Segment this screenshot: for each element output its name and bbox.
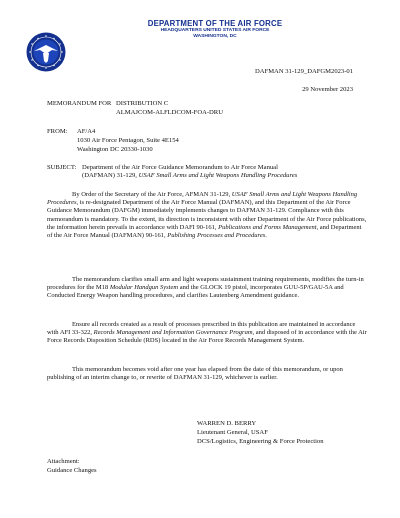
paragraph-expiration: This memorandum becomes void after one year has elapsed from the date of this memorandum, or upon publishing of an interim change to, or rewrite of DAFMAN 31-129, whichever is earlier. xyxy=(47,366,343,382)
attachment-label: Attachment: xyxy=(47,458,80,465)
letterhead-city: WASHINGTON, DC xyxy=(193,34,237,39)
department-seal-icon xyxy=(26,32,66,72)
subject-line-1: Department of the Air Force Guidance Memorandum to Air Force Manual xyxy=(82,164,278,171)
subject-label: SUBJECT: xyxy=(47,164,77,171)
memo-for-recipient: DISTRIBUTION C xyxy=(116,100,169,107)
signature-office: DCS/Logistics, Engineering & Force Protection xyxy=(197,438,324,445)
memo-date: 29 November 2023 xyxy=(302,86,353,93)
subject-manual-title: USAF Small Arms and Light Weapons Handling Procedures xyxy=(138,172,298,179)
document-number: DAFMAN 31-129_DAFGM2023-01 xyxy=(255,68,353,75)
memo-for-label: MEMORANDUM FOR xyxy=(47,100,112,107)
subject-line-2: (DAFMAN) 31-129, USAF Small Arms and Light Weapons Handling Procedures xyxy=(82,172,298,179)
paragraph-records: Ensure all records created as a result of processes prescribed in this publication are maintained in accordance with AFI 33-322, Records Management and Information Governance Program, and disposed of in accordance with the Air Force Records Disposition Schedule (RDS) located in the Air Force Records Management System. xyxy=(47,321,367,345)
from-address: 1030 Air Force Pentagon, Suite 4E154 xyxy=(77,137,179,144)
attachment-item: Guidance Changes xyxy=(47,467,97,474)
signature-name: WARREN D. BERRY xyxy=(197,420,257,427)
from-label: FROM: xyxy=(47,128,68,135)
signature-rank: Lieutenant General, USAF xyxy=(197,429,268,436)
paragraph-authority: By Order of the Secretary of the Air Force, AFMAN 31-129, USAF Small Arms and Light Weapons Handling Procedures, is re-designated Department of the Air Force Manual (DAFMAN), and this Department of the Air Force Guidance Memorandum (DAFGM) immediately implements changes to DAFMAN 31-129. Compliance with this memorandum is mandatory. To the extent, its direction is inconsistent with other Department of the Air Force publications, the information herein prevails in accordance with DAFI 90-161, Publications and Forms Management, and Department of the Air Force Manual (DAFMAN) 90-161, Publishing Processes and Procedures. xyxy=(47,191,367,240)
from-city: Washington DC 20330-1030 xyxy=(77,146,153,153)
letterhead-hq: HEADQUARTERS UNITED STATES AIR FORCE xyxy=(160,28,270,33)
memo-for-distribution: ALMAJCOM-ALFLDCOM-FOA-DRU xyxy=(116,109,223,116)
paragraph-changes: The memorandum clarifies small arm and light weapons sustainment training requirements, modifies the turn-in procedures for the M18 Modular Handgun System and the GLOCK 19 pistol, incorporates GUU-5P/GAU-5A and Conducted Energy Weapon handling procedures, and clarifies Lautenberg Amendment guidance. xyxy=(47,276,364,300)
from-office: AF/A4 xyxy=(77,128,96,135)
letterhead-org: DEPARTMENT OF THE AIR FORCE xyxy=(147,19,283,28)
letterhead xyxy=(110,19,320,40)
